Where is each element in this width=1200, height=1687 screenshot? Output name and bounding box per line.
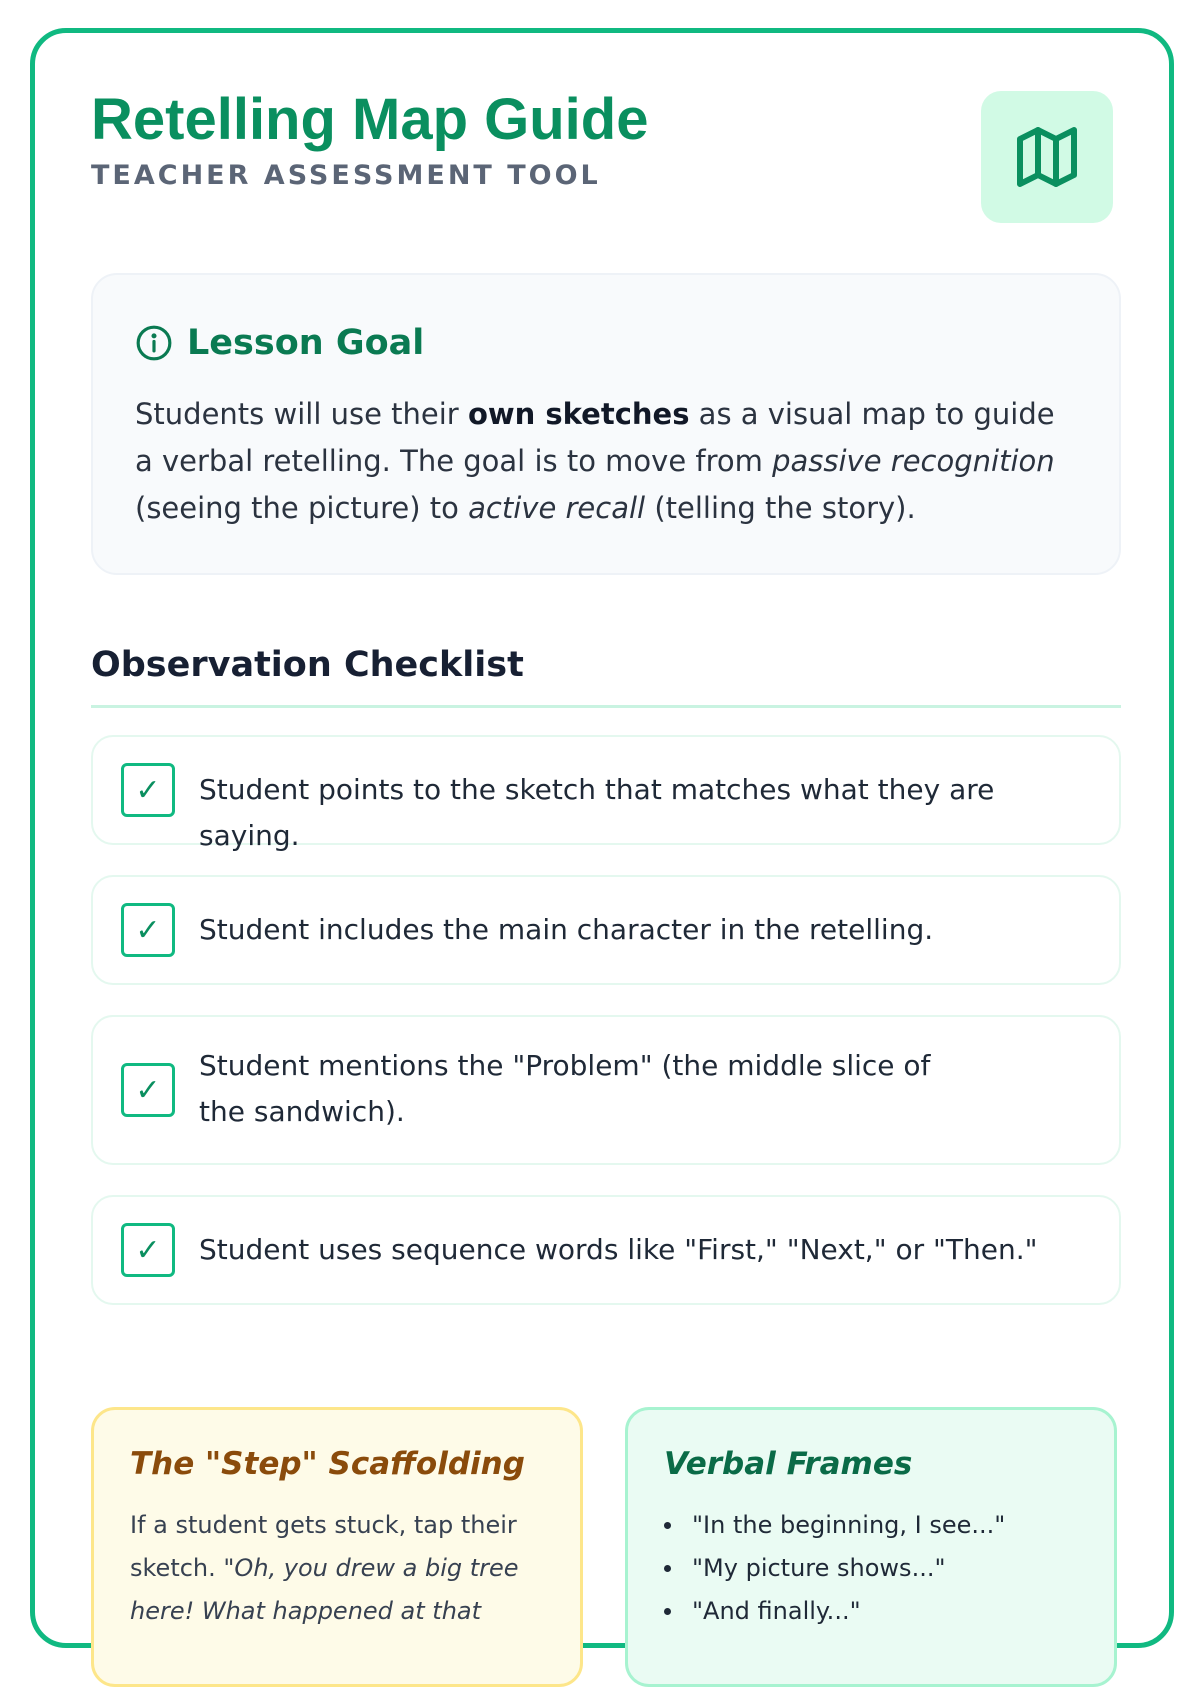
- map-badge: [981, 91, 1113, 223]
- scaffolding-text-part: If a student gets stuck, tap their sketch.: [130, 1511, 517, 1582]
- checkbox[interactable]: ✓: [121, 903, 175, 957]
- header: [91, 87, 1113, 231]
- map-icon: [1011, 121, 1083, 193]
- checklist-item[interactable]: [91, 875, 1121, 985]
- checklist-divider: [91, 705, 1121, 708]
- checklist-item-text: Student points to the sketch that matches what they are saying.: [199, 773, 995, 852]
- list-item: "In the beginning, I see...": [664, 1504, 1078, 1547]
- verbal-frames-title: Verbal Frames: [664, 1446, 913, 1482]
- scaffolding-text: [130, 1504, 544, 1633]
- checklist-item-text: Student includes the main character in the retelling.: [199, 913, 934, 946]
- scaffolding-title: The "Step" Scaffolding: [130, 1446, 525, 1482]
- lesson-goal-title: Lesson Goal: [187, 323, 425, 363]
- goal-text-italic: passive recognition: [772, 444, 1055, 478]
- goal-text-part: Students will use their: [135, 397, 468, 431]
- checklist-item-text: Student uses sequence words like "First," "Next," or "Then.": [199, 1233, 1038, 1266]
- list-item: "My picture shows...": [664, 1547, 1078, 1590]
- goal-text-emphasis: own sketches: [467, 397, 690, 431]
- lesson-goal-header: [135, 323, 1079, 363]
- checkbox[interactable]: ✓: [121, 763, 175, 817]
- goal-text-italic: active recall: [468, 491, 646, 525]
- scaffolding-tip-card: [91, 1407, 583, 1687]
- lesson-goal-panel: [91, 273, 1121, 575]
- checklist-item[interactable]: [91, 1015, 1121, 1165]
- goal-text-part: (telling the story).: [645, 491, 916, 525]
- guide-card: [30, 28, 1174, 1648]
- checklist-item-text: Student mentions the "Problem" (the middle slice of the sandwich).: [199, 1049, 931, 1128]
- checkbox[interactable]: ✓: [121, 1223, 175, 1277]
- list-item: "And finally...": [664, 1590, 1078, 1633]
- goal-text-part: (seeing the picture) to: [135, 491, 469, 525]
- scaffolding-quote: "Oh, you drew a big tree here! What happened at that: [130, 1554, 519, 1625]
- info-icon: [135, 324, 173, 362]
- page-subtitle: TEACHER ASSESSMENT TOOL: [91, 160, 601, 191]
- checklist-item[interactable]: [91, 735, 1121, 852]
- page-title: Retelling Map Guide: [91, 87, 649, 152]
- checkbox[interactable]: ✓: [121, 1063, 175, 1117]
- checklist-title: Observation Checklist: [91, 645, 524, 685]
- checklist-item[interactable]: [91, 1195, 1121, 1305]
- goal-text-part: as a visual map to guide a verbal retelling. The goal is to move from: [135, 397, 1055, 478]
- verbal-frames-list: [664, 1504, 1078, 1633]
- verbal-frames-card: [625, 1407, 1117, 1687]
- lesson-goal-text: [135, 391, 1079, 532]
